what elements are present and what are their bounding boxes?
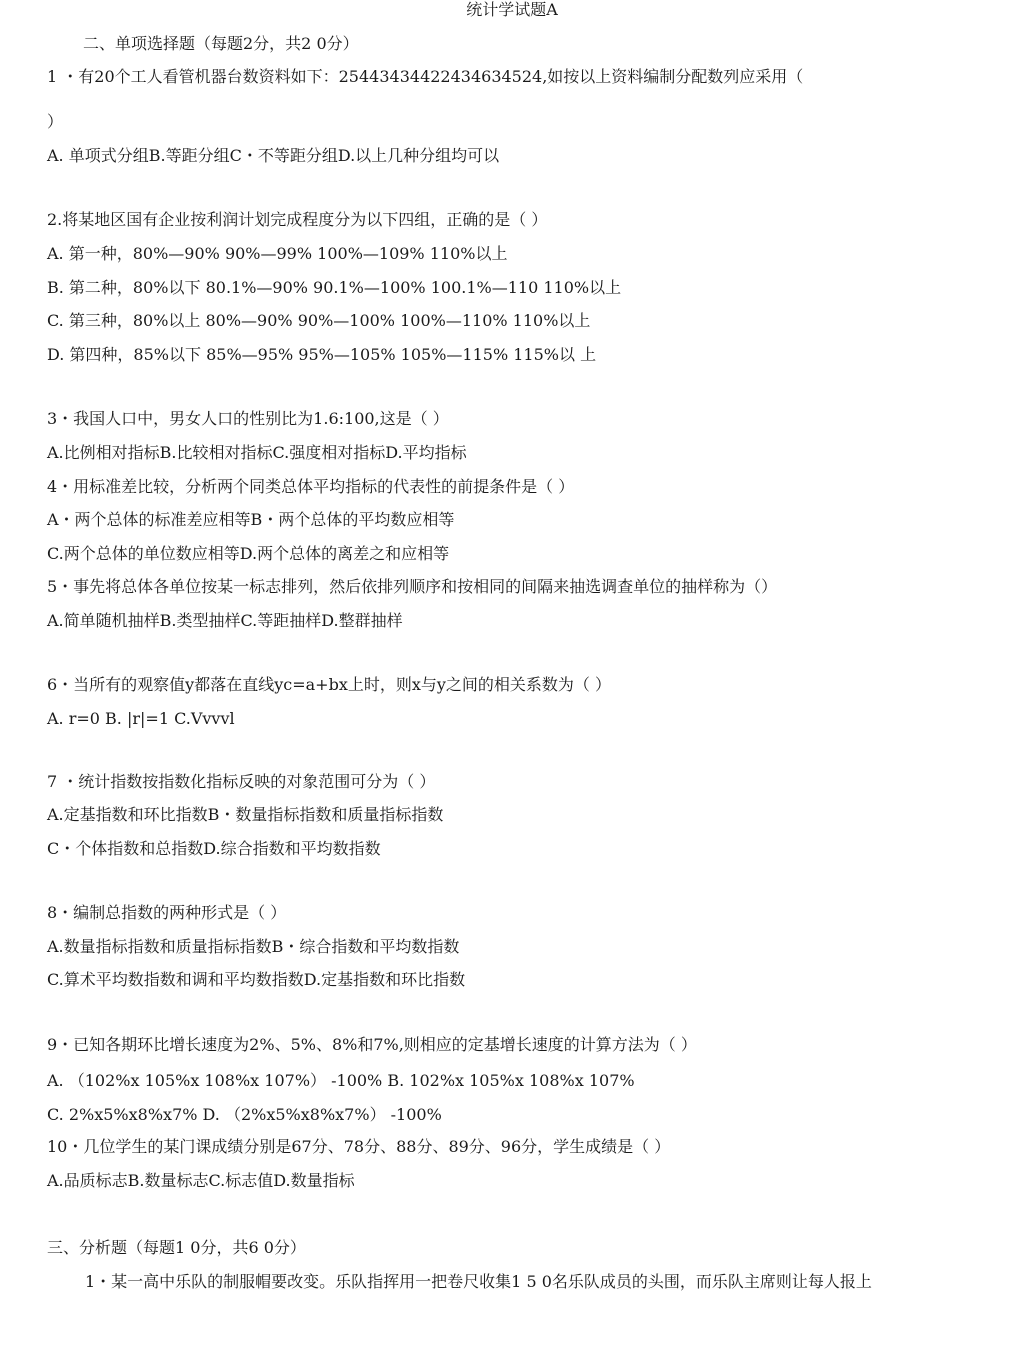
q3-options: A.比例相对指标B.比较相对指标C.强度相对指标D.平均指标 [47,443,467,462]
q7-options-1: A.定基指数和环比指数B・数量指标指数和质量指标指数 [47,805,444,824]
q1-stem-cont: ） [47,112,64,131]
q1-options: A. 单项式分组B.等距分组C・不等距分组D.以上几种分组均可以 [47,146,500,165]
q7-stem: 7 ・统计指数按指数化指标反映的对象范围可分为（ ） [47,772,436,791]
q4-options-1: A・两个总体的标准差应相等B・两个总体的平均数应相等 [47,510,455,529]
q8-options-1: A.数量指标指数和质量指标指数B・综合指数和平均数指数 [47,937,460,956]
q9-stem: 9・已知各期环比增长速度为2%、5%、8%和7%,则相应的定基增长速度的计算方法为（ ） [47,1035,697,1054]
q2-option-d: D. 第四种，85%以下 85%—95% 95%—105% 105%—115% 115%以 上 [47,345,597,364]
q4-stem: 4・用标准差比较，分析两个同类总体平均指标的代表性的前提条件是（ ） [47,477,575,496]
q8-options-2: C.算术平均数指数和调和平均数指数D.定基指数和环比指数 [47,970,466,989]
section-2-heading: 二、单项选择题（每题2分，共2 0分） [83,34,359,53]
q4-options-2: C.两个总体的单位数应相等D.两个总体的离差之和应相等 [47,544,450,563]
q1-stem: 1 ・有20个工人看管机器台数资料如下：25443434422434634524,如按以上资料编制分配数列应采用（ [47,67,804,86]
q2-option-b: B. 第二种，80%以下 80.1%—90% 90.1%—100% 100.1%—110 110%以上 [47,278,622,297]
q9-options-1: A. （102%x 105%x 108%x 107%） -100% B. 102%x 105%x 108%x 107% [47,1071,635,1090]
q3-stem: 3・我国人口中，男女人口的性别比为1.6:100,这是（ ） [47,409,449,428]
q6-stem: 6・当所有的观察值y都落在直线yc=a+bx上时，则x与y之间的相关系数为（ ） [47,675,611,694]
document-title: 统计学试题A [466,0,558,19]
q10-stem: 10・几位学生的某门课成绩分别是67分、78分、88分、89分、96分，学生成绩是（ ） [47,1137,671,1156]
q5-stem: 5・事先将总体各单位按某一标志排列，然后依排列顺序和按相同的间隔来抽选调查单位的抽样称为（） [47,577,778,596]
q2-option-c: C. 第三种，80%以上 80%—90% 90%—100% 100%—110% 110%以上 [47,311,591,330]
q10-options: A.品质标志B.数量标志C.标志值D.数量指标 [47,1171,355,1190]
q7-options-2: C・个体指数和总指数D.综合指数和平均数指数 [47,839,381,858]
q9-options-2: C. 2%x5%x8%x7% D. （2%x5%x8%x7%） -100% [47,1105,442,1124]
q6-options: A. r=0 B. |r|=1 C.Vvvvl [47,709,235,728]
q2-stem: 2.将某地区国有企业按利润计划完成程度分为以下四组，正确的是（ ） [47,210,548,229]
q2-option-a: A. 第一种，80%—90% 90%—99% 100%—109% 110%以上 [47,244,508,263]
q5-options: A.简单随机抽样B.类型抽样C.等距抽样D.整群抽样 [47,611,403,630]
q8-stem: 8・编制总指数的两种形式是（ ） [47,903,287,922]
section-3-heading: 三、分析题（每题1 0分，共6 0分） [47,1238,306,1257]
analysis-q1-text: 1・某一高中乐队的制服帽要改变。乐队指挥用一把卷尺收集1 5 0名乐队成员的头围，而乐队主席则让每人报上 [85,1272,872,1291]
